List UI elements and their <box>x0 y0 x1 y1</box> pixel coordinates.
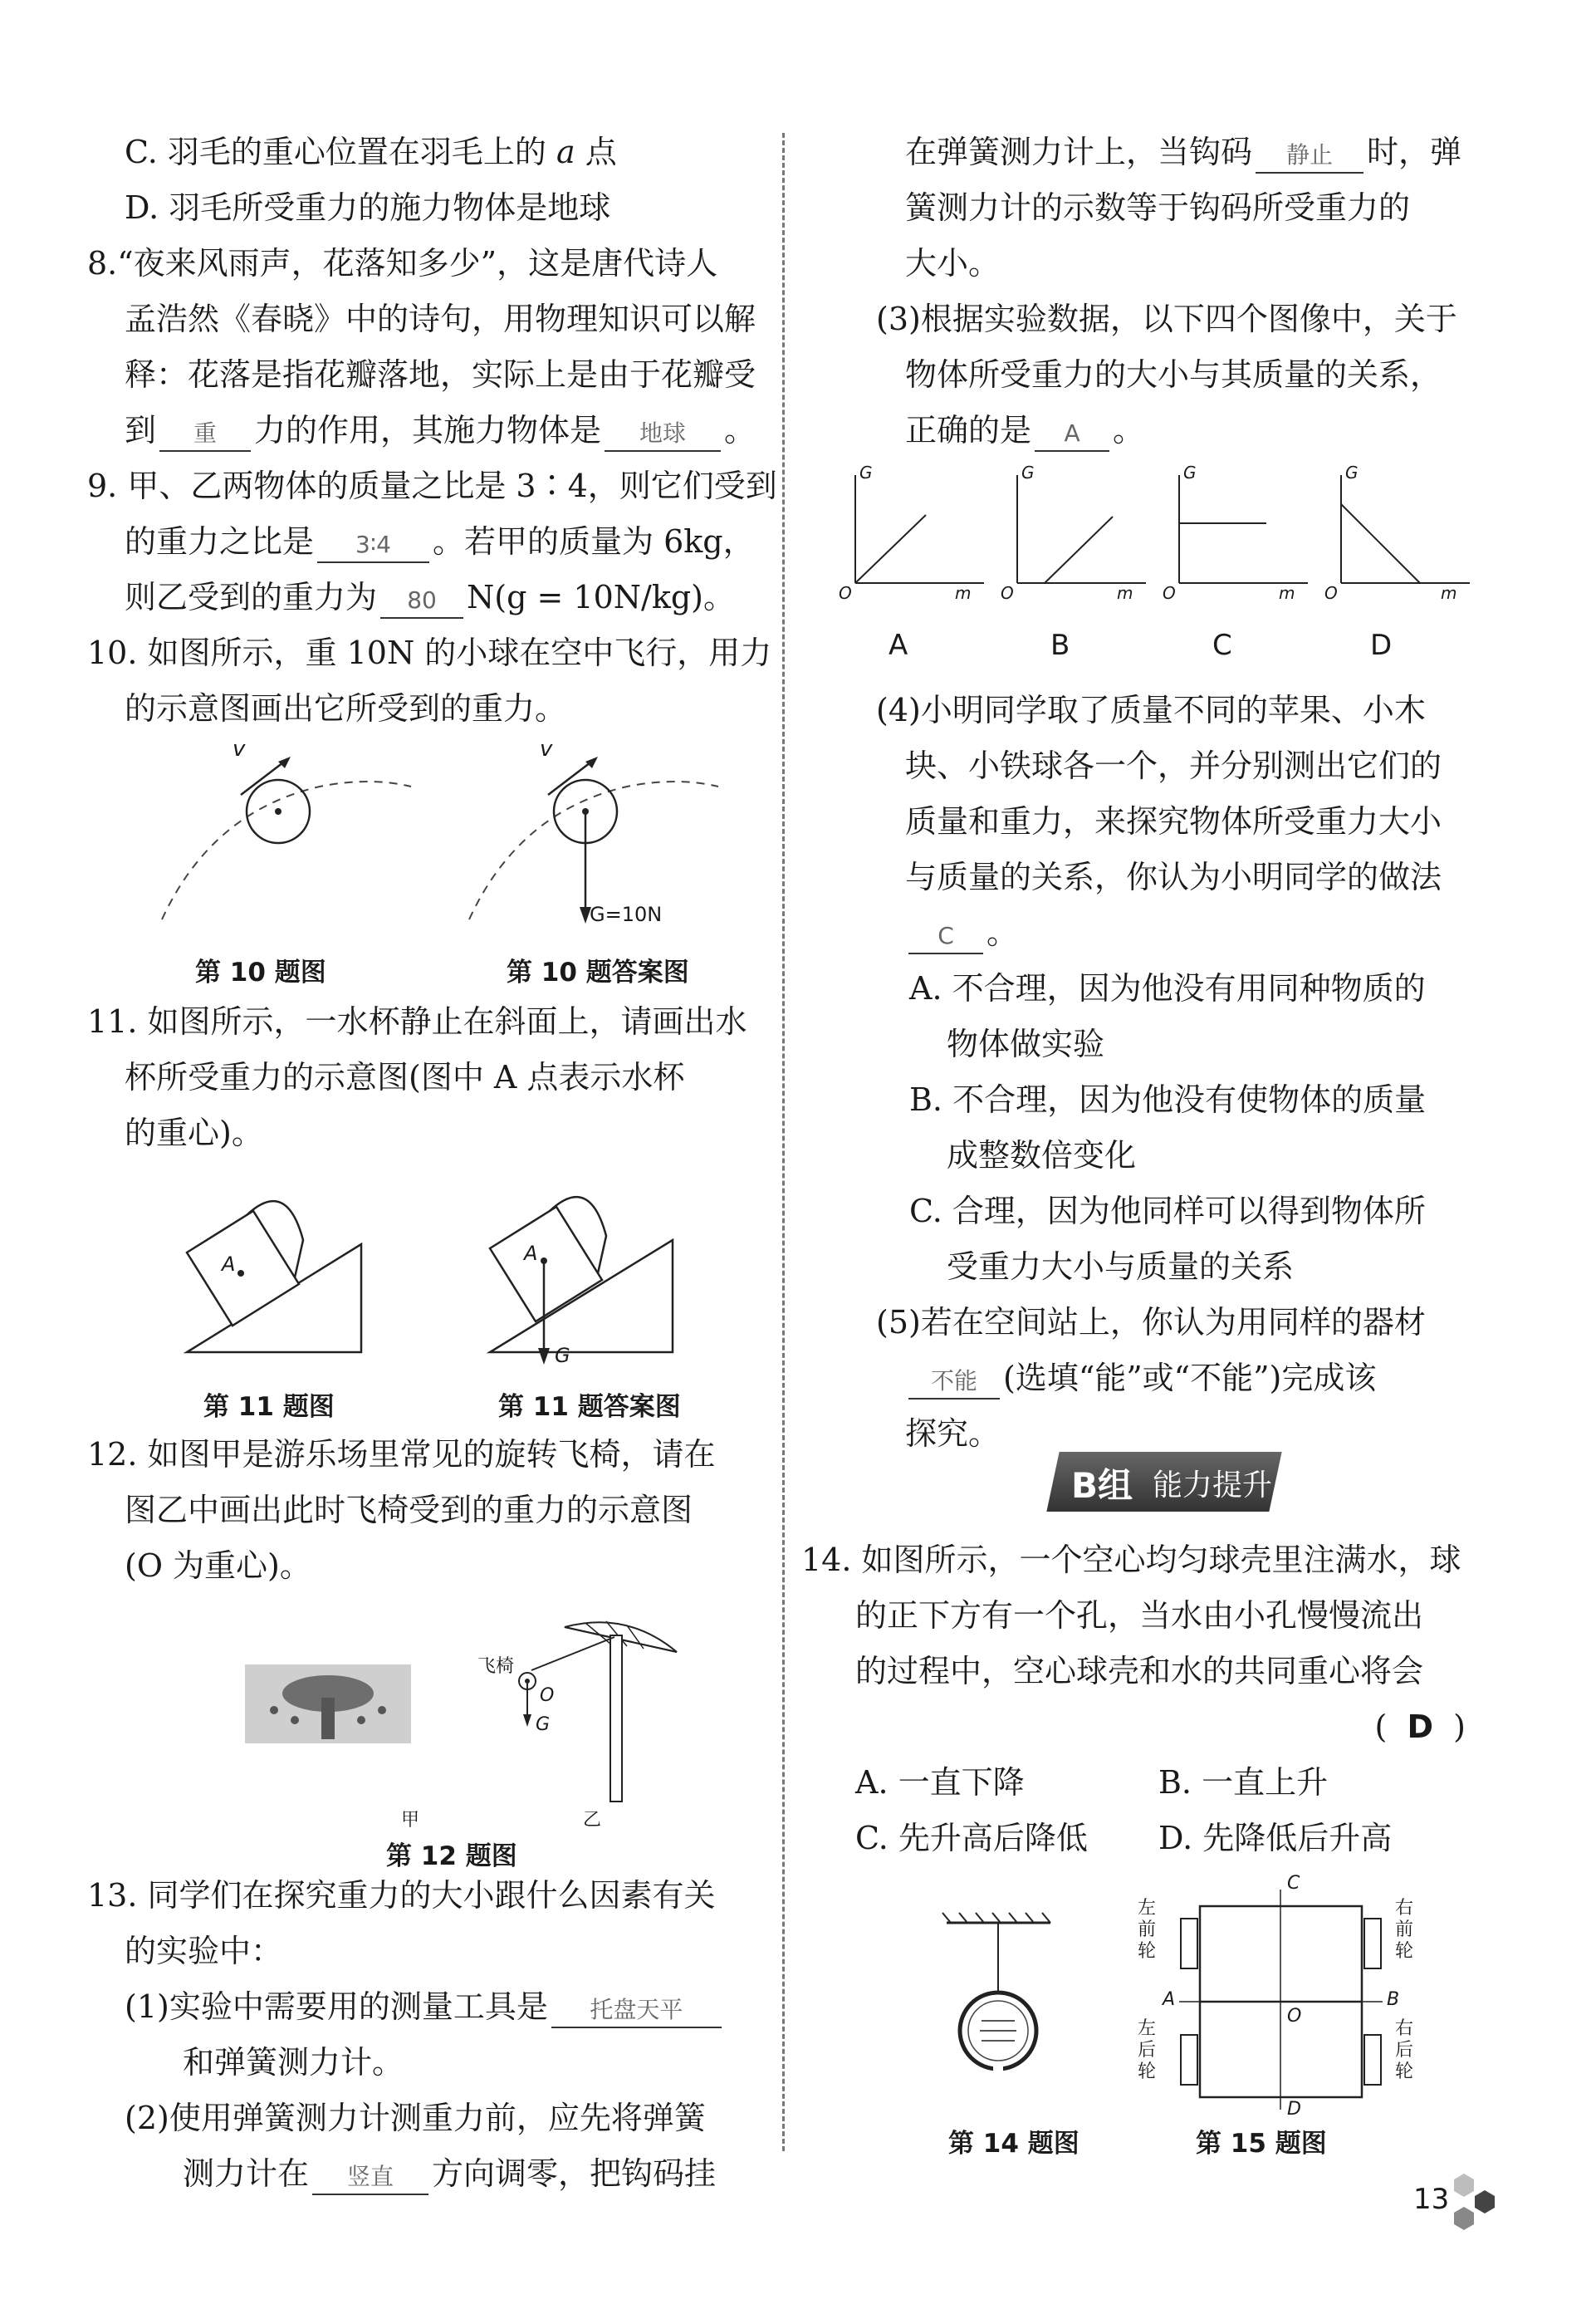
graph-b-y-label: G <box>1021 463 1035 483</box>
q12-line1: 12. 如图甲是游乐场里常见的旋转飞椅，请在 <box>87 1436 716 1473</box>
q9-line1: 9. 甲、乙两物体的质量之比是 3∶4，则它们受到 <box>87 468 777 504</box>
q13-4-option-a1: A. 不合理，因为他没有用同种物质的 <box>909 970 1426 1007</box>
q14-line3: 的过程中，空心球壳和水的共同重心将会 <box>855 1653 1424 1689</box>
fig12-g-label: G <box>536 1714 551 1735</box>
fig10-caption: 第 10 题图 <box>195 958 326 988</box>
q13-4-line3: 质量和重力，来探究物体所受重力大小 <box>905 803 1442 840</box>
graph-d-origin: O <box>1324 583 1338 603</box>
q14-options-row1: A. 一直下降 B. 一直上升 <box>855 1764 1329 1801</box>
q13-5-line3: 探究。 <box>905 1415 1001 1452</box>
graph-c-y-label: G <box>1183 463 1197 483</box>
graph-c-origin: O <box>1163 583 1176 603</box>
figure-12-drawing <box>237 1619 785 1810</box>
q8-answer-2: 地球 <box>605 417 721 452</box>
figure-10 <box>87 737 768 994</box>
fig15-a-label: A <box>1163 1989 1176 2010</box>
fig11-answer-g-label: G <box>555 1344 570 1367</box>
q12-line2: 图乙中画出此时飞椅受到的重力的示意图 <box>125 1492 693 1528</box>
fig11-answer-caption: 第 11 题答案图 <box>498 1392 681 1422</box>
right-column <box>839 125 1470 1462</box>
q13-4-line4: 与质量的关系，你认为小明同学的做法 <box>905 859 1442 895</box>
q13-5-line1: (5)若在空间站上，你认为用同样的器材 <box>876 1304 1426 1341</box>
q13-4-option-b2: 成整数倍变化 <box>947 1137 1137 1174</box>
graphs-figure <box>839 458 1470 683</box>
fig11-caption: 第 11 题图 <box>203 1392 335 1422</box>
graph-d-label: D <box>1370 629 1393 662</box>
column-divider <box>782 133 785 2151</box>
graph-a-label: A <box>889 629 908 662</box>
fig15-left-rear-label: 左后轮 <box>1138 2018 1157 2082</box>
hexagon-decoration-icon <box>1452 2172 1501 2234</box>
q13-4-option-b1: B. 不合理，因为他没有使物体的质量 <box>909 1081 1427 1118</box>
q10-line2: 的示意图画出它所受到的重力。 <box>125 690 567 727</box>
fig15-right-rear-label: 右后轮 <box>1395 2018 1414 2082</box>
q8-line4: 到 重 力的作用，其施力物体是 地球 。 <box>87 403 768 458</box>
figure-12 <box>87 1594 768 1871</box>
fig15-right-front-label: 右前轮 <box>1395 1898 1414 1962</box>
q13-3-answer: A <box>1035 417 1109 452</box>
badge-group: B组 <box>1071 1465 1133 1506</box>
fig10-answer-velocity-label: v <box>540 737 553 762</box>
q9-answer-1: 3∶4 <box>317 528 429 563</box>
q13-2-line3: 在弹簧测力计上，当钩码 静止 时，弹 <box>839 125 1470 180</box>
badge-title: 能力提升 <box>1153 1468 1273 1503</box>
q14-options-row2: C. 先升高后降低 D. 先降低后升高 <box>855 1820 1393 1856</box>
q14-line1: 14. 如图所示，一个空心均匀球壳里注满水，球 <box>801 1542 1461 1578</box>
fig12-chair-label: 飞椅 <box>477 1656 515 1677</box>
q7-option-c: C. 羽毛的重心位置在羽毛上的 a 点 <box>125 134 617 170</box>
q9-answer-2: 80 <box>380 584 463 619</box>
graph-d-x-label: m <box>1441 583 1457 603</box>
q13-3-line3: 正确的是 A 。 <box>839 403 1470 458</box>
fig15-b-label: B <box>1387 1989 1400 2010</box>
fig10-gravity-label: G=10N <box>590 903 663 926</box>
q8-line3: 释：花落是指花瓣落地，实际上是由于花瓣受 <box>125 356 756 393</box>
fig12-yi-label: 乙 <box>583 1810 602 1831</box>
q14-answer: D <box>1407 1708 1433 1745</box>
q13-5-line2: 不能 (选填“能”或“不能”)完成该 <box>839 1351 1470 1406</box>
q14-answer-paren: ( D ) <box>1374 1708 1466 1745</box>
q13-1-line2: 和弹簧测力计。 <box>183 2044 404 2081</box>
fig15-left-front-label: 左前轮 <box>1138 1898 1157 1962</box>
q8-answer-1: 重 <box>159 417 251 452</box>
graph-b-x-label: m <box>1117 583 1133 603</box>
q12-line3: (O 为重心)。 <box>125 1547 311 1584</box>
q13-4-option-c2: 受重力大小与质量的关系 <box>947 1248 1295 1285</box>
q11-line3: 的重心)。 <box>125 1115 263 1151</box>
fig15-caption: 第 15 题图 <box>1196 2129 1327 2159</box>
q9-line3: 则乙受到的重力为 80 N(g = 10N/kg)。 <box>87 570 768 625</box>
q14-line2: 的正下方有一个孔，当水由小孔慢慢流出 <box>855 1597 1424 1634</box>
q13-4-option-a2: 物体做实验 <box>947 1026 1105 1062</box>
q13-5-answer: 不能 <box>908 1365 1000 1400</box>
q13-4-line2: 块、小铁球各一个，并分别测出它们的 <box>905 748 1442 784</box>
q13-1-answer: 托盘天平 <box>551 1993 722 2028</box>
q9-line2: 的重力之比是 3∶4 。若甲的质量为 6kg， <box>87 514 768 570</box>
q13-4-option-c1: C. 合理，因为他同样可以得到物体所 <box>909 1193 1426 1229</box>
figure-14-15 <box>913 1873 1495 2159</box>
q13-1-line1: (1)实验中需要用的测量工具是 托盘天平 <box>87 1979 768 2035</box>
fig14-caption: 第 14 题图 <box>948 2129 1080 2159</box>
q13-4-line1: (4)小明同学取了质量不同的苹果、小木 <box>876 692 1426 728</box>
q14-block <box>801 1532 1474 1866</box>
graph-c-x-label: m <box>1279 583 1295 603</box>
q13-2-line2: 测力计在 竖直 方向调零，把钩码挂 <box>87 2146 768 2202</box>
graph-d-y-label: G <box>1345 463 1359 483</box>
q13-4-line5: C 。 <box>839 905 1470 961</box>
fig12-o-label: O <box>540 1685 555 1706</box>
page-number: 13 <box>1413 2183 1450 2216</box>
section-badge-b <box>1053 1452 1275 1512</box>
q13-2-answer: 竖直 <box>312 2160 428 2195</box>
q13-2-line4: 簧测力计的示数等于钩码所受重力的 <box>905 189 1411 226</box>
q13-3-line2: 物体所受重力的大小与其质量的关系， <box>905 356 1442 393</box>
q13-line1: 13. 同学们在探究重力的大小跟什么因素有关 <box>87 1877 716 1914</box>
fig15-d-label: D <box>1287 2099 1301 2120</box>
q13-4-answer: C <box>908 919 983 954</box>
fig12-jia-label: 甲 <box>401 1810 420 1831</box>
q8-line2: 孟浩然《春晓》中的诗句，用物理知识可以解 <box>125 301 756 337</box>
q13-2-line5: 大小。 <box>905 245 1001 282</box>
q13-2-answer-2: 静止 <box>1256 139 1363 174</box>
q8-line1: 8.“夜来风雨声，花落知多少”，这是唐代诗人 <box>87 245 718 282</box>
figure-11-drawing <box>170 1178 751 1373</box>
fig10-answer-caption: 第 10 题答案图 <box>507 958 689 988</box>
q11-line1: 11. 如图所示，一水杯静止在斜面上，请画出水 <box>87 1003 747 1040</box>
fig15-c-label: C <box>1287 1873 1300 1894</box>
q13-2-line1: (2)使用弹簧测力计测重力前，应先将弹簧 <box>125 2100 706 2136</box>
graph-b-label: B <box>1050 629 1070 662</box>
graph-a-origin: O <box>839 583 852 603</box>
graph-c-label: C <box>1212 629 1232 662</box>
left-column <box>87 125 777 2202</box>
q13-line2: 的实验中： <box>125 1933 283 1969</box>
graph-a-y-label: G <box>859 463 873 483</box>
q7-option-d: D. 羽毛所受重力的施力物体是地球 <box>125 189 611 226</box>
fig11-a-label: A <box>222 1252 236 1276</box>
graphs-drawing <box>839 467 1470 600</box>
q11-line2: 杯所受重力的示意图(图中 A 点表示水杯 <box>125 1059 685 1096</box>
fig12-caption: 第 12 题图 <box>386 1841 517 1871</box>
q10-line1: 10. 如图所示，重 10N 的小球在空中飞行，用力 <box>87 635 772 671</box>
graph-b-origin: O <box>1001 583 1014 603</box>
fig15-o-label: O <box>1287 2006 1302 2027</box>
fig11-answer-a-label: A <box>524 1242 538 1265</box>
graph-a-x-label: m <box>955 583 972 603</box>
figure-11 <box>87 1161 768 1427</box>
q13-3-line1: (3)根据实验数据，以下四个图像中，关于 <box>876 301 1457 337</box>
fig10-velocity-label: v <box>233 737 246 762</box>
